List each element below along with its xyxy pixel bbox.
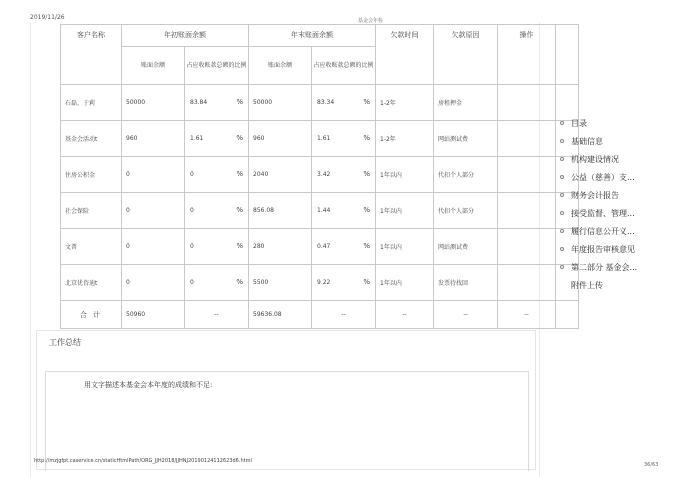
ratio-value: 0 [190,171,194,178]
side-nav-label: 年度报告审核意见 [571,244,635,254]
nav-bullet-icon [560,265,564,269]
cell-customer-name: 石磊、于莉 [61,85,122,121]
total-operation: -- [498,301,556,329]
footer-url: http://mzjgfpt.caservice.cn/staticHtmlPath/ORG_JJH2018/JJHNJ20190124112623d6.html [34,458,252,464]
nav-bullet-icon [560,229,564,233]
print-date: 2019/11/26 [30,14,65,21]
cell-begin-balance: 0 [122,265,185,301]
header-customer: 客户名称 [61,25,122,85]
cell-owed-reason: 网站测试费 [434,121,498,157]
cell-end-balance: 280 [249,229,312,265]
total-row [61,301,579,329]
ratio-value: 83.84 [190,99,208,106]
total-blank [556,301,579,329]
cell-owed-reason: 代扣个人部分 [434,193,498,229]
cell-customer-name: 文普 [61,229,122,265]
work-summary-title: 工作总结 [49,338,81,347]
side-nav-item[interactable] [560,186,637,204]
nav-bullet-icon [560,139,564,143]
work-summary-section [36,330,536,470]
table-row [61,157,579,193]
percent-sign: % [363,170,370,178]
cell-begin-balance: 50000 [122,85,185,121]
table-header-row [61,25,579,47]
percent-sign: % [236,170,243,178]
total-end-ratio: -- [312,301,376,329]
cell-owed-time: 1-2年 [376,121,434,157]
cell-end-balance: 5500 [249,265,312,301]
cell-end-balance: 960 [249,121,312,157]
cell-begin-balance: 0 [122,193,185,229]
subheader-begin-ratio: 占应收账款总额的比例 [185,47,249,85]
cell-begin-balance: 0 [122,157,185,193]
cell-owed-reason: 发票待找回 [434,265,498,301]
cell-begin-balance: 960 [122,121,185,157]
cell-end-ratio [312,265,376,301]
side-nav-label: 基础信息 [571,136,603,146]
percent-sign: % [363,242,370,250]
total-owed-time: -- [376,301,434,329]
side-nav-item[interactable] [560,132,637,150]
cell-end-balance: 50000 [249,85,312,121]
side-nav-item[interactable] [560,258,637,276]
cell-end-ratio [312,157,376,193]
receivables-table [60,24,579,329]
side-nav-label: 接受监督、管理... [571,208,635,218]
cell-customer-name: 住房公积金 [61,157,122,193]
ratio-value: 1.61 [317,135,331,142]
cell-operation [498,265,556,301]
table-row [61,85,579,121]
side-nav-label: 公益（慈善）支... [571,172,635,182]
work-summary-textbox[interactable] [45,371,529,471]
total-label: 合 计 [61,301,122,329]
cell-end-ratio [312,121,376,157]
side-navigation [560,114,637,294]
subheader-end-balance: 账面余额 [249,47,312,85]
nav-bullet-icon [560,193,564,197]
header-owed-reason: 欠款原因 [434,25,498,85]
cell-begin-ratio [185,193,249,229]
ratio-value: 83.34 [317,99,335,106]
total-end-balance: 59636.08 [249,301,312,329]
header-end-balance: 年末账面余额 [249,25,376,47]
cell-owed-time: 1年以内 [376,193,434,229]
percent-sign: % [363,134,370,142]
cell-begin-ratio [185,121,249,157]
cell-operation [498,121,556,157]
side-nav-item[interactable] [560,150,637,168]
ratio-value: 3.42 [317,171,331,178]
cell-owed-time: 1年以内 [376,265,434,301]
table-body [61,85,579,329]
nav-bullet-icon [560,211,564,215]
cell-customer-name: 社会保险 [61,193,122,229]
side-nav-item[interactable] [560,204,637,222]
percent-sign: % [236,278,243,286]
total-begin-balance: 50960 [122,301,185,329]
header-operation: 操作 [498,25,556,85]
cell-end-ratio [312,193,376,229]
nav-bullet-icon [560,121,564,125]
cell-owed-time: 1-2年 [376,85,434,121]
cell-owed-time: 1年以内 [376,157,434,193]
cell-owed-time: 1年以内 [376,229,434,265]
ratio-value: 0.47 [317,243,331,250]
ratio-value: 9.22 [317,279,331,286]
side-nav-label: 财务会计报告 [571,190,619,200]
work-summary-prompt: 用文字描述本基金会本年度的成绩和不足: [84,381,213,389]
cell-end-ratio [312,229,376,265]
table-row [61,229,579,265]
percent-sign: % [236,98,243,106]
side-nav-label: 履行信息公开义... [571,226,635,236]
cell-operation [498,157,556,193]
side-nav-label: 附件上传 [571,280,603,290]
cell-begin-ratio [185,157,249,193]
ratio-value: 1.61 [190,135,204,142]
page-number: 36/63 [644,462,659,468]
table-row [61,265,579,301]
percent-sign: % [363,98,370,106]
table-row [61,193,579,229]
side-nav-label: 机构建设情况 [571,154,619,164]
percent-sign: % [236,134,243,142]
cell-end-balance: 856.08 [249,193,312,229]
nav-bullet-icon [560,157,564,161]
ratio-value: 0 [190,243,194,250]
subheader-end-ratio: 占应收账款总额的比例 [312,47,376,85]
header-begin-balance: 年初账面余额 [122,25,249,47]
nav-bullet-icon [560,247,564,251]
subheader-begin-balance: 账面余额 [122,47,185,85]
ratio-value: 0 [190,279,194,286]
ratio-value: 0 [190,207,194,214]
cell-customer-name: 基金会活动t [61,121,122,157]
cell-end-ratio [312,85,376,121]
table-row [61,121,579,157]
total-owed-reason: -- [434,301,498,329]
percent-sign: % [363,278,370,286]
cell-begin-balance: 0 [122,229,185,265]
percent-sign: % [236,206,243,214]
side-nav-item[interactable] [560,240,637,258]
total-begin-ratio: -- [185,301,249,329]
cell-customer-name: 北京优咨迪t [61,265,122,301]
cell-owed-reason: 代扣个人部分 [434,157,498,193]
nav-bullet-icon [560,175,564,179]
percent-sign: % [236,242,243,250]
header-owed-time: 欠款时间 [376,25,434,85]
ratio-value: 1.44 [317,207,331,214]
cell-operation [498,193,556,229]
cell-owed-reason: 网站测试费 [434,229,498,265]
side-nav-item[interactable] [560,222,637,240]
cell-owed-reason: 房租押金 [434,85,498,121]
cell-end-balance: 2040 [249,157,312,193]
cell-operation [498,229,556,265]
side-nav-item[interactable] [560,276,637,294]
side-nav-label: 第二部分 基金会... [571,262,638,272]
side-nav-label: 目录 [571,118,587,128]
document-title: 基金会年检 [358,18,384,24]
side-nav-item[interactable] [560,168,637,186]
percent-sign: % [363,206,370,214]
cell-begin-ratio [185,229,249,265]
cell-operation [498,85,556,121]
side-nav-item[interactable] [560,114,637,132]
cell-begin-ratio [185,85,249,121]
cell-begin-ratio [185,265,249,301]
header-blank [556,25,579,85]
